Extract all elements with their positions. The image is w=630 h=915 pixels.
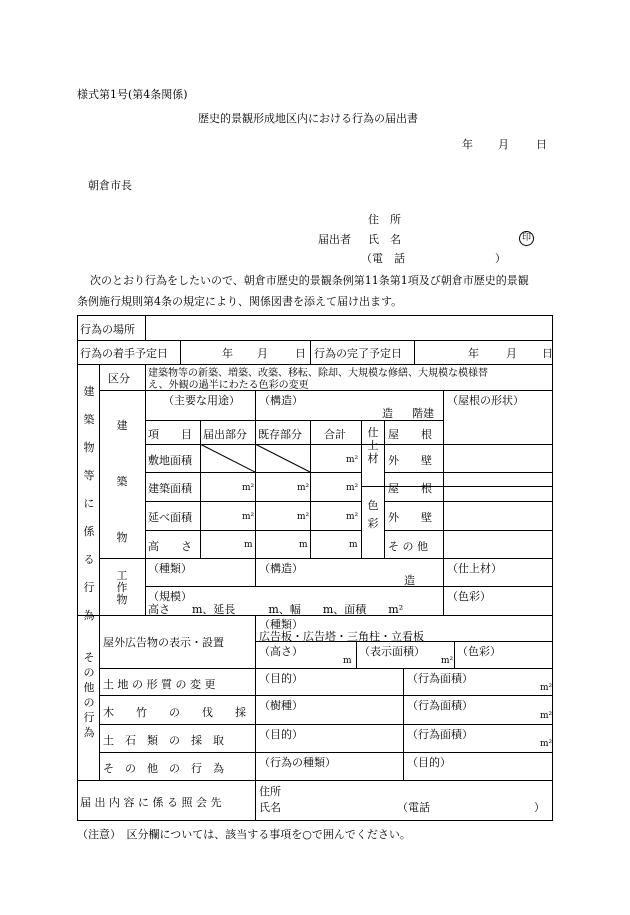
act-purpose-label: （目的） — [407, 756, 451, 769]
site-area-label: 敷地面積 — [148, 454, 192, 467]
finish-material-label: 仕 上 材 — [367, 426, 379, 465]
start-year: 年 — [222, 347, 233, 360]
color-wall-label: 外 壁 — [388, 511, 432, 524]
main-use-label: （主要な用途） — [163, 394, 240, 407]
form-number: 様式第1号(第4条関係) — [77, 88, 188, 101]
tree-area-label: （行為面積） — [407, 699, 473, 712]
end-year: 年 — [468, 347, 479, 360]
structure-floors: 階建 — [412, 407, 434, 420]
ad-height-unit: m — [343, 656, 352, 666]
kubun-line-1: 建築物等の新築、増築、改築、移転、除却、大規模な修繕、大規模な模様替 — [148, 368, 488, 379]
ad-area-unit: m² — [441, 656, 454, 666]
applicant-tel-close: ） — [495, 252, 506, 265]
kosaku-finish-label: （仕上材） — [447, 562, 502, 575]
height-label: 高 さ — [148, 540, 192, 553]
finish-wall-label: 外 壁 — [388, 454, 432, 467]
end-day: 日 — [542, 347, 553, 360]
place-label: 行為の場所 — [80, 323, 135, 336]
kosaku-color-label: （色彩） — [447, 590, 491, 603]
bldg-area-unit-3: m² — [346, 483, 359, 493]
land-area-unit: m² — [540, 683, 553, 693]
soil-extraction-label: 土 石 類 の 採 取 — [103, 734, 224, 747]
existing-part-header: 既存部分 — [258, 428, 302, 441]
floor-area-label: 延べ面積 — [148, 511, 192, 524]
contact-label: 届 出 内 容 に 係 る 照 会 先 — [80, 796, 222, 809]
floor-area-unit-3: m² — [346, 512, 359, 522]
applicant-tel-label: （電 話 — [361, 252, 405, 265]
finish-roof-label: 屋 根 — [388, 428, 432, 441]
end-month: 月 — [506, 347, 517, 360]
ad-area-label: （表示面積） — [359, 645, 425, 658]
kosaku-scale-line: 高さ m、延長 m、幅 m、面積 m² — [148, 603, 404, 616]
kubun-label: 区分 — [108, 372, 130, 385]
date-month: 月 — [498, 138, 509, 151]
bldg-area-unit-1: m² — [242, 483, 255, 493]
height-unit-1: m — [244, 540, 253, 550]
kubun-line-2: え、外観の過半にわたる色彩の変更 — [148, 380, 309, 391]
item-header: 項 目 — [148, 428, 192, 441]
seal-mark: 印 — [519, 231, 534, 246]
kosakubutsu-label: 工 作 物 — [116, 569, 128, 606]
contact-name-label: 氏名 — [259, 801, 281, 814]
contact-tel-label: （電話 — [397, 801, 430, 814]
land-area-label: （行為面積） — [407, 672, 473, 685]
height-unit-3: m — [349, 540, 358, 550]
tree-kind-label: （樹種） — [259, 699, 303, 712]
addressee: 朝倉市長 — [88, 179, 132, 192]
structure-label: （構造） — [259, 394, 303, 407]
site-area-unit: m² — [346, 455, 359, 465]
color-roof-label: 屋 根 — [388, 482, 432, 495]
act-kind-label: （行為の種類） — [259, 756, 336, 769]
color-label: 色 彩 — [367, 499, 379, 530]
floor-area-unit-2: m² — [297, 512, 310, 522]
kosaku-structure-label: （構造） — [259, 562, 303, 575]
applicant-name-label: 氏 名 — [368, 233, 401, 246]
contact-address-label: 住所 — [259, 785, 281, 798]
ad-kind-label: （種類） — [259, 618, 303, 631]
soil-purpose-label: （目的） — [259, 728, 303, 741]
end-date-label: 行為の完了予定日 — [314, 347, 402, 360]
soil-area-label: （行為面積） — [407, 728, 473, 741]
kosaku-zou: 造 — [404, 574, 415, 587]
structure-zou: 造 — [382, 407, 393, 420]
kosaku-scale-label: （規模） — [148, 590, 192, 603]
applicant-address-label: 住 所 — [368, 213, 401, 226]
note-text: （注意） 区分欄については、該当する事項を○で囲んでください。 — [77, 828, 411, 841]
total-header: 合計 — [324, 428, 346, 441]
ad-height-label: （高さ） — [259, 645, 303, 658]
floor-area-unit-1: m² — [242, 512, 255, 522]
building-area-label: 建築面積 — [148, 482, 192, 495]
tree-felling-label: 木 竹 の 伐 採 — [103, 706, 246, 719]
bldg-area-unit-2: m² — [297, 483, 310, 493]
land-purpose-label: （目的） — [259, 672, 303, 685]
roof-shape-label: （屋根の形状） — [447, 394, 524, 407]
notif-part-header: 届出部分 — [203, 428, 247, 441]
contact-tel-close: ） — [534, 801, 545, 814]
outdoor-ad-label: 屋外広告物の表示・設置 — [103, 636, 224, 649]
other-act-label: そ の 他 の 行 為 — [103, 762, 224, 775]
building-group-label: 建 築 物 等 に 係 る 行 為 — [83, 385, 95, 622]
height-unit-2: m — [299, 540, 308, 550]
tree-area-unit: m² — [540, 711, 553, 721]
applicant-label: 届出者 — [318, 233, 351, 246]
page-title: 歴史的景観形成地区内における行為の届出書 — [198, 112, 418, 125]
intro-line-1: 次のとおり行為をしたいので、朝倉市歴史的景観条例第11条第1項及び朝倉市歴史的景観 — [90, 274, 529, 287]
intro-line-2: 条例施行規則第4条の規定により、関係図書を添えて届け出ます。 — [77, 295, 403, 308]
date-year: 年 — [462, 138, 473, 151]
start-day: 日 — [295, 347, 306, 360]
land-change-label: 土 地 の 形 質 の 変 更 — [103, 678, 216, 691]
start-month: 月 — [257, 347, 268, 360]
color-other-label: そ の 他 — [388, 540, 428, 553]
start-date-label: 行為の着手予定日 — [80, 347, 168, 360]
ad-kinds: 広告板・広告塔・三角柱・立看板 — [259, 630, 424, 643]
kosaku-kind-label: （種類） — [148, 562, 192, 575]
other-acts-group-label: そ の 他 の 行 為 — [83, 651, 95, 739]
date-day: 日 — [536, 138, 547, 151]
kenchikubutsu-label: 建 築 物 — [116, 419, 128, 544]
soil-area-unit: m² — [540, 739, 553, 749]
ad-color-label: （色彩） — [457, 645, 501, 658]
